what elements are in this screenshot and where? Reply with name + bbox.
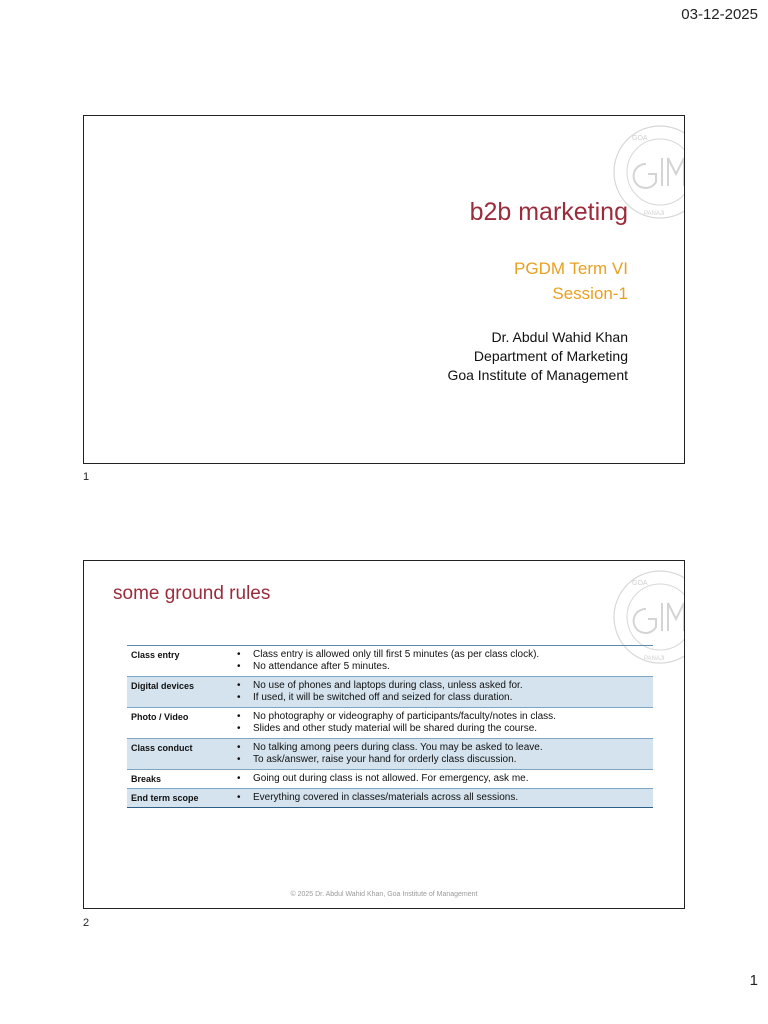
rule-points: [233, 708, 653, 739]
rule-label: Photo / Video: [127, 708, 233, 739]
bullet-icon: •: [237, 711, 241, 722]
ground-rules-table: [127, 645, 653, 808]
bullet-point: [237, 742, 649, 754]
page-number: 1: [749, 972, 758, 989]
rule-label: Class entry: [131, 650, 180, 660]
title-slide: [83, 115, 685, 464]
slide-title: b2b marketing: [469, 198, 628, 226]
rule-label: Breaks: [127, 770, 233, 789]
svg-text:GOA: GOA: [632, 580, 648, 587]
bullet-icon: •: [237, 723, 241, 734]
bullet-point: [237, 692, 649, 704]
table-row: [127, 770, 653, 789]
bullet-icon: •: [237, 742, 241, 753]
slide-title: some ground rules: [113, 583, 271, 604]
bullet-text: If used, it will be switched off and seized for class duration.: [253, 692, 513, 703]
rule-points: [233, 770, 653, 789]
bullet-icon: •: [237, 792, 241, 803]
subtitle-line: PGDM Term VI: [514, 259, 628, 278]
rule-points: [233, 677, 653, 708]
bullet-text: Slides and other study material will be shared during the course.: [253, 723, 538, 734]
author-line: Goa Institute of Management: [447, 367, 628, 383]
bullet-text: No use of phones and laptops during class, unless asked for.: [253, 680, 523, 691]
bullet-icon: •: [237, 754, 241, 765]
bullet-text: No attendance after 5 minutes.: [253, 661, 390, 672]
slide-subtitle: [514, 256, 628, 306]
bullet-icon: •: [237, 680, 241, 691]
slide-footer: © 2025 Dr. Abdul Wahid Khan, Goa Institute of Management: [290, 891, 478, 898]
table-row: [127, 708, 653, 739]
rule-label: End term scope: [127, 789, 233, 808]
bullet-point: [237, 711, 649, 723]
bullet-point: [237, 723, 649, 735]
bullet-text: Everything covered in classes/materials across all sessions.: [253, 792, 519, 803]
ground-rules-slide: [83, 560, 685, 909]
bullet-icon: •: [237, 661, 241, 672]
table-row: [127, 677, 653, 708]
slide-number: 2: [83, 917, 90, 929]
bullet-text: To ask/answer, raise your hand for orderly class discussion.: [253, 754, 517, 765]
author-block: [447, 328, 628, 385]
bullet-text: Class entry is allowed only till first 5 minutes (as per class clock).: [253, 649, 540, 660]
svg-text:GOA: GOA: [632, 135, 648, 142]
rule-label: Class conduct: [127, 739, 233, 770]
bullet-point: [237, 649, 649, 661]
bullet-icon: •: [237, 649, 241, 660]
slide-number: 1: [83, 471, 90, 483]
page-date: 03-12-2025: [681, 6, 758, 23]
table-row: [127, 739, 653, 770]
rule-label: Digital devices: [127, 677, 233, 708]
rule-points: [233, 789, 653, 808]
bullet-text: Going out during class is not allowed. For emergency, ask me.: [253, 773, 529, 784]
bullet-point: [237, 661, 649, 673]
bullet-text: No talking among peers during class. You may be asked to leave.: [253, 742, 543, 753]
bullet-icon: •: [237, 773, 241, 784]
bullet-point: [237, 792, 649, 804]
svg-text:PANAJI: PANAJI: [644, 211, 665, 217]
author-line: Dr. Abdul Wahid Khan: [491, 329, 628, 345]
bullet-point: [237, 754, 649, 766]
subtitle-line: Session-1: [552, 284, 628, 303]
table-row: [127, 646, 653, 677]
bullet-icon: •: [237, 692, 241, 703]
rule-points: [233, 739, 653, 770]
bullet-point: [237, 773, 649, 785]
bullet-point: [237, 680, 649, 692]
author-line: Department of Marketing: [473, 348, 628, 364]
svg-text:PANAJI: PANAJI: [644, 656, 665, 662]
table-row: [127, 789, 653, 808]
rule-points: [233, 646, 653, 677]
bullet-text: No photography or videography of participants/faculty/notes in class.: [253, 711, 556, 722]
